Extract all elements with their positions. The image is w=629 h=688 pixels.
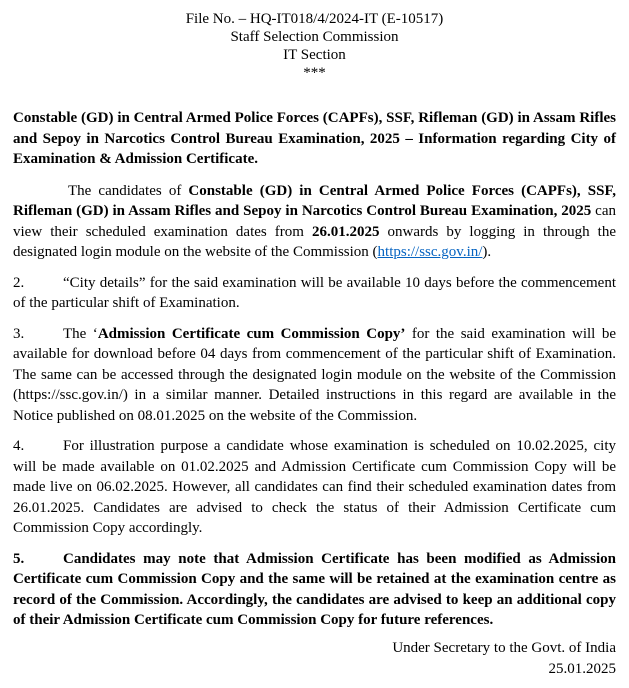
paragraph-2: [13, 273, 616, 314]
document-header: [13, 10, 616, 82]
paragraph-5-text: Candidates may note that Admission Certificate has been modified as Admission Certificate cum Commission Copy and the same will be retained at the examination centre as record of the Commission. Accordingly, the candidates are advised to keep an additional copy of their Admission Certificate cum Commission Copy for future references.: [13, 550, 616, 628]
file-number: File No. – HQ-IT018/4/2024-IT (E-10517): [185, 11, 444, 27]
signature-date: 25.01.2025: [548, 661, 616, 677]
signatory-title: Under Secretary to the Govt. of India: [392, 640, 616, 656]
paragraph-5-number: 5.: [13, 550, 25, 567]
paragraph-3-number: 3.: [13, 325, 25, 342]
paragraph-3-lead: The ‘: [63, 325, 98, 342]
paragraph-4: [13, 436, 616, 539]
para1-mid: can view their scheduled examination dates from: [13, 203, 616, 240]
para1-close: ).: [482, 244, 492, 260]
paragraph-3: [13, 324, 616, 427]
paragraph-5: [13, 549, 616, 631]
para1-tail: onwards by logging in through the designated login module on the website of the Commission (: [13, 223, 616, 260]
subject-heading: Constable (GD) in Central Armed Police Forces (CAPFs), SSF, Rifleman (GD) in Assam Rifles and Sepoy in Narcotics Control Bureau Examination, 2025 – Information regarding City of Examination & Admission Certificate.: [13, 110, 616, 167]
paragraph-4-text: For illustration purpose a candidate whose examination is scheduled on 10.02.2025, city will be made available on 01.02.2025 and Admission Certificate cum Commission Copy will be made live on 06.02.2025. However, all candidates can find their scheduled examination dates from 26.01.2025. Candidates are advised to check the status of their Admission Certificate cum Commission Copy accordingly.: [13, 438, 616, 536]
paragraph-2-text: “City details” for the said examination will be available 10 days before the commencement of the particular shift of Examination.: [13, 274, 616, 311]
paragraph-2-number: 2.: [13, 274, 25, 291]
para1-date: 26.01.2025: [311, 223, 380, 240]
para1-exam-name: Constable (GD) in Central Armed Police Forces (CAPFs), SSF, Rifleman (GD) in Assam Rifles and Sepoy in Narcotics Control Bureau Examination, 2025: [13, 182, 616, 219]
signature-block: [392, 638, 616, 680]
header-separator: ***: [303, 65, 326, 81]
organization-name: Staff Selection Commission: [230, 29, 399, 45]
paragraph-3-bold-term: Admission Certificate cum Commission Copy’: [97, 325, 406, 342]
paragraph-4-number: 4.: [13, 438, 25, 454]
para1-lead: The candidates of: [68, 182, 189, 199]
ssc-website-link[interactable]: https://ssc.gov.in/: [377, 244, 483, 260]
section-name: IT Section: [283, 47, 346, 63]
paragraph-3-tail: for the said examination will be available for download before 04 days from commencement of the particular shift of Examination. The same can be accessed through the designated login module on the website of the Commission (https://ssc.gov.in/) in a similar manner. Detailed instructions in this regard are available in the Notice published on 08.01.2025 on the website of the Commission.: [13, 325, 616, 424]
paragraph-1: [13, 181, 616, 263]
